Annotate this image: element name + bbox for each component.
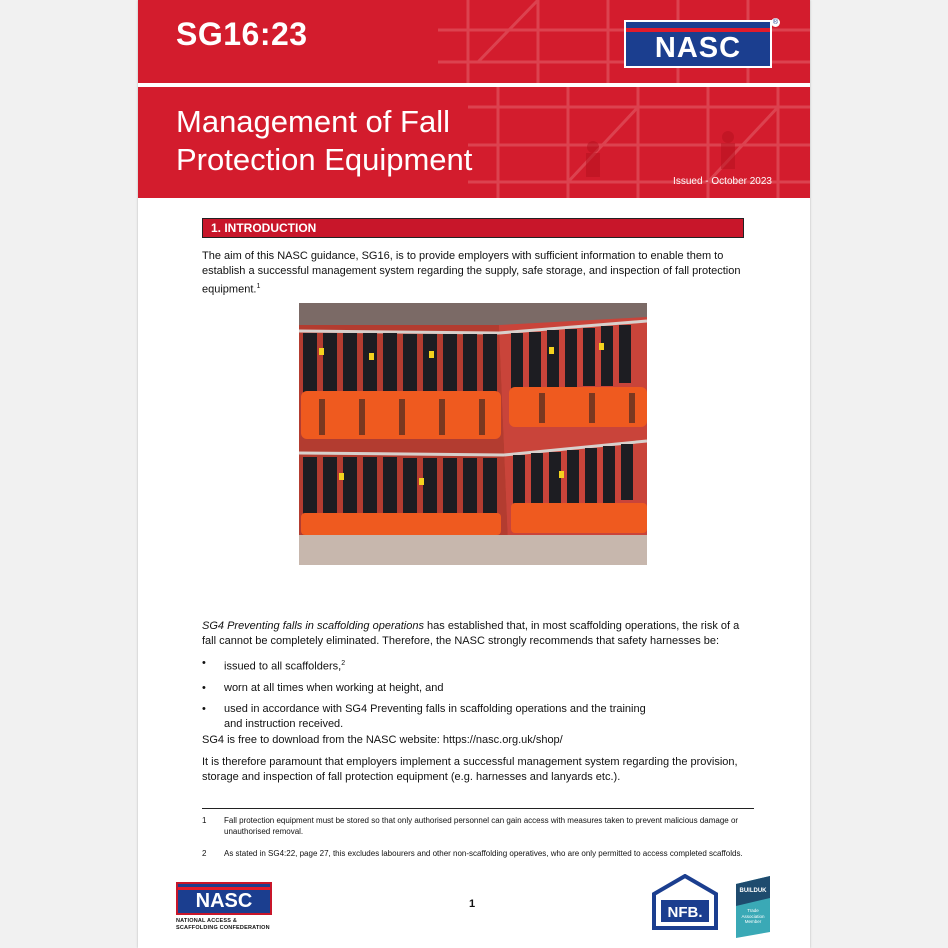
page-number: 1: [469, 898, 476, 910]
intro-text: The aim of this NASC guidance, SG16, is to provide employers with sufficient information to enable them to establish a successful management system regarding the supply, safe storage, and inspection of fall protection equipment.: [202, 250, 741, 296]
nasc-logo: [624, 19, 779, 68]
footnote-ref-1: 1: [256, 283, 261, 290]
document-title: [176, 103, 596, 179]
document-code: SG16:23: [176, 16, 308, 52]
nasc-footer-logo: [176, 882, 272, 932]
sg4-paragraph: [202, 619, 750, 649]
footnote-2: [202, 848, 762, 859]
list-item: • issued to all scaffolders,$^2$: [202, 657, 346, 673]
footnote-ref-2: 2: [341, 660, 346, 667]
recommendation-list: [202, 656, 722, 738]
nasc-logo-text: NASC: [654, 32, 742, 64]
title-line-1: Management of Fall: [176, 104, 450, 139]
title-line-2: Protection Equipment: [176, 142, 473, 177]
footnote-text: As stated in SG4:22, page 27, this excludes labourers and other non-scaffolding operatives, who are only permitted to access completed scaffolds.: [224, 849, 743, 858]
footnote-text: Fall protection equipment must be stored so that only authorised personnel can gain access with measures taken to prevent malicious damage or unauthorised removal.: [224, 816, 739, 836]
issued-date: Issued - October 2023: [673, 176, 772, 187]
footnote-number: 1: [202, 816, 207, 825]
nfb-logo-text: NFB.: [667, 904, 703, 921]
bullet-icon: •: [202, 681, 206, 694]
paramount-paragraph: It is therefore paramount that employers implement a successful management system regarding the provision, storage and inspection of fall protection equipment (e.g. harnesses and lanyards etc.).: [202, 756, 738, 783]
registered-mark-icon: ®: [772, 19, 779, 26]
header-band-title: [138, 87, 810, 198]
sg4-title: SG4 Preventing falls in scaffolding operations: [202, 620, 424, 632]
header-band-top: [138, 0, 810, 83]
bullet-icon: •: [202, 702, 206, 715]
section-heading: 1. INTRODUCTION: [202, 218, 744, 238]
nfb-house-icon: [652, 874, 718, 930]
harness-storage-image: [299, 303, 647, 565]
bullet-icon: •: [202, 657, 206, 669]
document-page: [138, 0, 810, 948]
builduk-subtitle: Trade Association Member: [741, 908, 765, 924]
nasc-footer-logo-text: NASC: [195, 890, 253, 912]
footnote-divider: [202, 808, 754, 809]
sg4-text: has established that, in most scaffolding operations, the risk of a fall cannot be completely eliminated. Therefore, the NASC strongly recommends that safety harnesses be:: [202, 620, 740, 647]
footnote-1: [202, 815, 762, 837]
builduk-badge: [736, 876, 770, 938]
harness-photo: [299, 303, 647, 565]
footnote-number: 2: [202, 849, 207, 858]
nfb-logo: [652, 874, 718, 930]
intro-paragraph: [202, 249, 752, 298]
builduk-logo-text: BUILDUK: [739, 888, 767, 894]
download-note: SG4 is free to download from the NASC website: https://nasc.org.uk/shop/: [202, 734, 563, 746]
nasc-footer-subtitle: NATIONAL ACCESS & SCAFFOLDING CONFEDERATION: [176, 918, 270, 931]
builduk-badge-icon: [736, 876, 770, 938]
list-item: • worn at all times when working at height, and: [202, 681, 444, 694]
list-item: • used in accordance with SG4 Preventing falls in scaffolding operations and the training and instruction received.: [202, 702, 646, 730]
